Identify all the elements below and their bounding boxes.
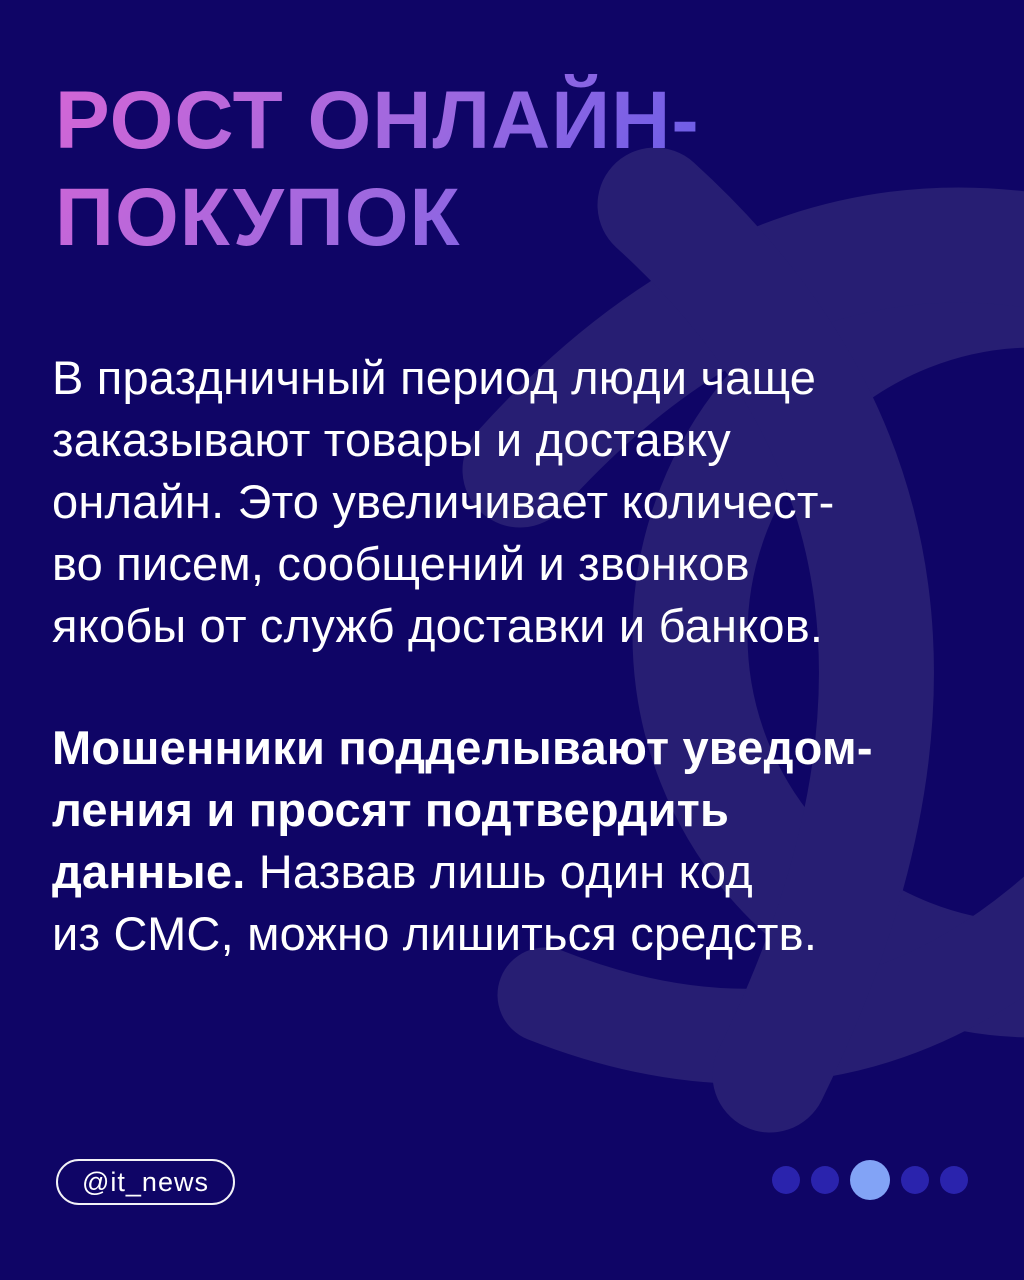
page-title-line1: РОСТ ОНЛАЙН- xyxy=(55,75,700,166)
channel-badge[interactable] xyxy=(56,1159,235,1205)
pagination-dot[interactable] xyxy=(811,1166,839,1194)
pagination-dots xyxy=(772,1160,968,1200)
intro-line: якобы от служб доставки и банков. xyxy=(52,599,824,652)
page-title xyxy=(55,72,700,266)
warning-line-bold-part: данные. xyxy=(52,845,246,898)
pagination-dot[interactable] xyxy=(772,1166,800,1194)
warning-line-regular-part: Назвав лишь один код xyxy=(245,845,753,898)
warning-line-bold: ления и просят подтвердить xyxy=(52,783,730,836)
page-title-line2: ПОКУПОК xyxy=(55,172,461,263)
pagination-dot[interactable] xyxy=(940,1166,968,1194)
channel-badge-label: @it_news xyxy=(82,1166,209,1197)
intro-line: заказывают товары и доставку xyxy=(52,413,731,466)
intro-line: онлайн. Это увеличивает количест- xyxy=(52,475,835,528)
pagination-dot[interactable] xyxy=(901,1166,929,1194)
warning-line-bold: Мошенники подделывают уведом- xyxy=(52,721,873,774)
warning-paragraph xyxy=(52,717,873,965)
warning-line-mixed xyxy=(52,841,873,903)
intro-paragraph xyxy=(52,347,834,657)
pagination-dot-active[interactable] xyxy=(850,1160,890,1200)
intro-line: во писем, сообщений и звонков xyxy=(52,537,750,590)
intro-line: В праздничный период люди чаще xyxy=(52,351,817,404)
warning-line: из СМС, можно лишиться средств. xyxy=(52,907,818,960)
